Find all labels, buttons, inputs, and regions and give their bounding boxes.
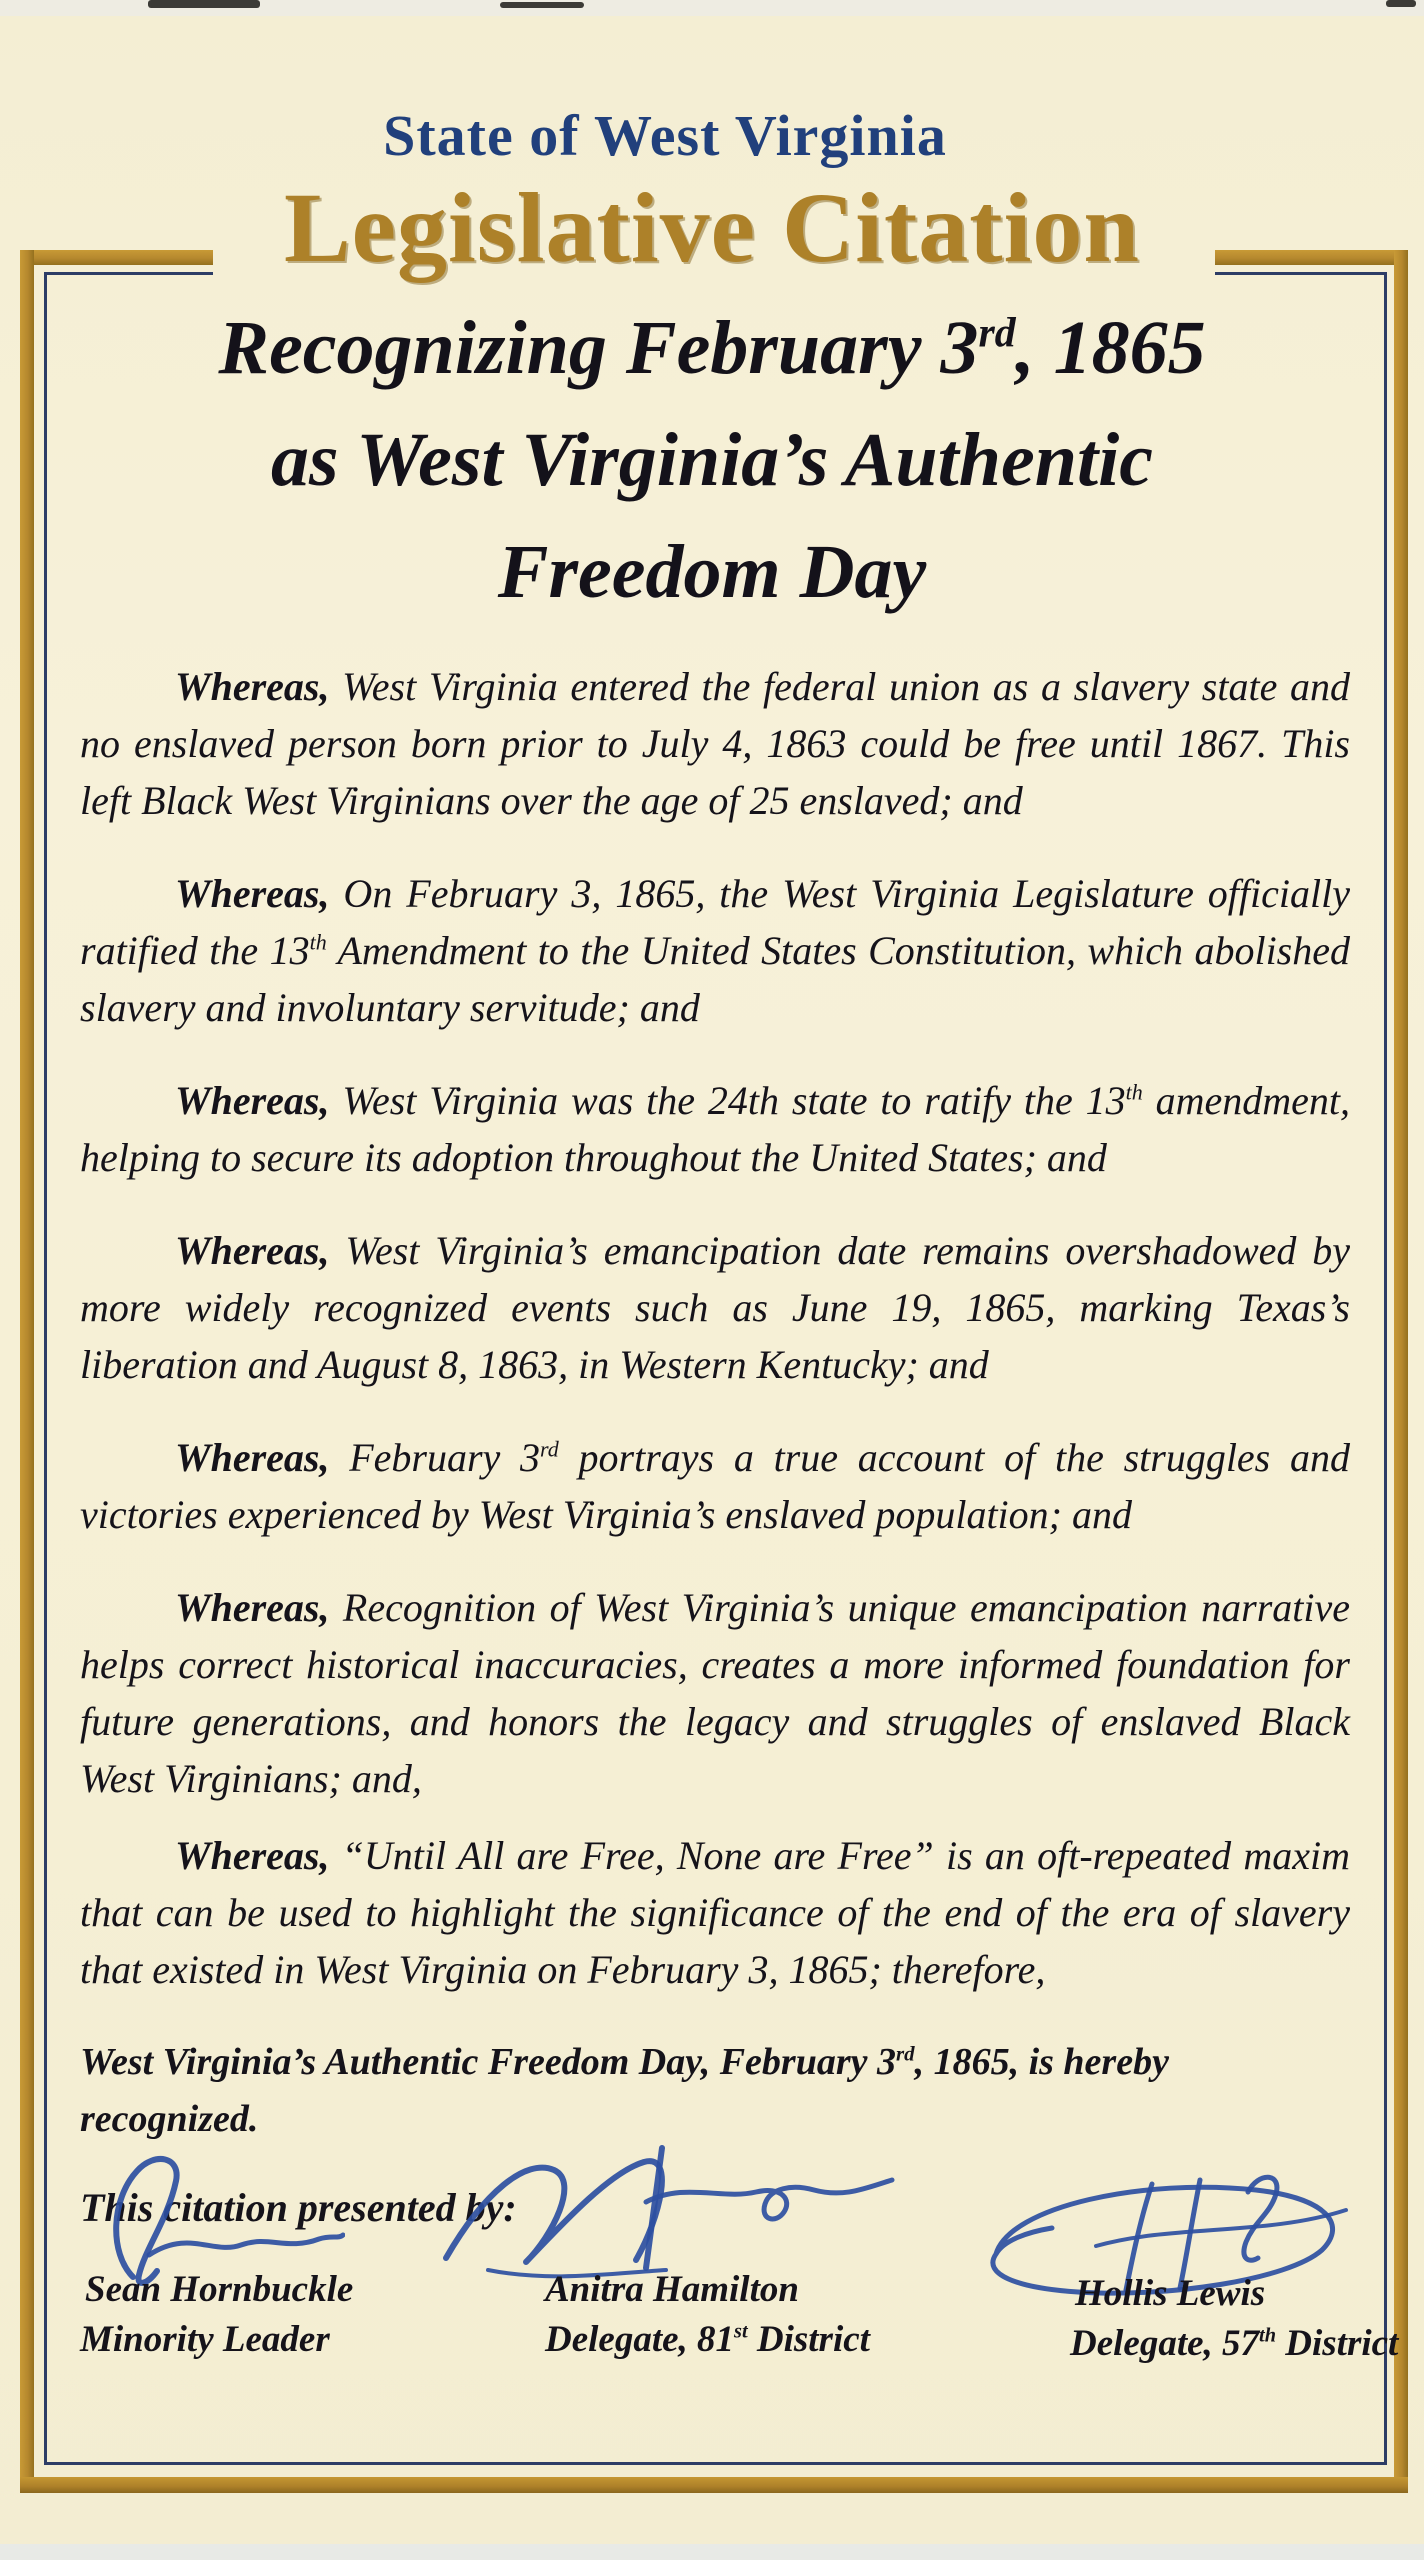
whereas-paragraph	[80, 865, 1350, 1036]
signatory-title: Delegate, 81st District	[545, 2319, 870, 2360]
scan-artifact	[148, 0, 260, 8]
whereas-lead: Whereas,	[175, 1435, 330, 1480]
document-subtitle	[62, 292, 1362, 628]
subtitle-line-3: Freedom Day	[497, 530, 927, 614]
signature-anitra-hamilton-icon	[430, 2140, 900, 2285]
whereas-text: West Virginia was the 24th state to ratify the 13th amendment, helping to secure its adoption throughout the United States; and	[80, 1078, 1350, 1180]
gold-border-left	[20, 250, 34, 2493]
signatory-title: Delegate, 57th District	[1070, 2323, 1399, 2364]
document-title: Legislative Citation	[283, 172, 1141, 283]
subtitle-line-1: Recognizing February 3rd, 1865	[218, 306, 1206, 390]
whereas-text: February 3rd portrays a true account of the struggles and victories experienced by West Virginia’s enslaved population; and	[80, 1435, 1350, 1537]
gold-border-bottom	[20, 2477, 1408, 2493]
gold-border-right	[1394, 250, 1408, 2493]
whereas-clauses	[80, 658, 1350, 1998]
signature-block	[80, 2140, 1399, 2440]
whereas-lead: Whereas,	[175, 1228, 330, 1273]
whereas-lead: Whereas,	[175, 1078, 330, 1123]
signatory-name: Anitra Hamilton	[545, 2269, 799, 2310]
signatory-title: Minority Leader	[80, 2319, 330, 2360]
whereas-lead: Whereas,	[175, 871, 330, 916]
whereas-text: West Virginia entered the federal union as a slavery state and no enslaved person born prior to July 4, 1863 could be free until 1867. This left Black West Virginians over the age of 25 enslaved; and	[80, 664, 1350, 823]
body-column	[80, 658, 1350, 2231]
whereas-paragraph	[80, 1827, 1350, 1998]
whereas-paragraph	[80, 1579, 1350, 1807]
whereas-paragraph	[80, 1072, 1350, 1186]
decree-line: West Virginia’s Authentic Freedom Day, February 3rd, 1865, is hereby recognized.	[80, 2041, 1169, 2140]
navy-inner-line-left	[44, 272, 47, 2465]
whereas-paragraph	[80, 1429, 1350, 1543]
navy-inner-line-right	[1384, 272, 1387, 2465]
scan-edge-bottom	[0, 2544, 1424, 2560]
scan-artifact	[1386, 0, 1416, 7]
state-header: State of West Virginia	[383, 103, 947, 168]
presented-by-label: This citation presented by:	[80, 2185, 517, 2230]
whereas-text: Recognition of West Virginia’s unique emancipation narrative helps correct historical inaccuracies, creates a more informed foundation for future generations, and honors the legacy and struggles of enslaved Black West Virginians; and,	[80, 1585, 1350, 1801]
whereas-text: “Until All are Free, None are Free” is an oft-repeated maxim that can be used to highlight the significance of the end of the era of slavery that existed in West Virginia on February 3, 1865; therefore,	[80, 1833, 1350, 1992]
navy-inner-line-bottom	[44, 2462, 1387, 2465]
whereas-text: On February 3, 1865, the West Virginia Legislature officially ratified the 13th Amendment to the United States Constitution, which abolished slavery and involuntary servitude; and	[80, 871, 1351, 1030]
whereas-lead: Whereas,	[175, 1585, 330, 1630]
whereas-lead: Whereas,	[175, 1833, 330, 1878]
whereas-text: West Virginia’s emancipation date remains overshadowed by more widely recognized events such as June 19, 1865, marking Texas’s liberation and August 8, 1863, in Western Kentucky; and	[80, 1228, 1350, 1387]
signatory-name: Sean Hornbuckle	[85, 2269, 354, 2310]
scan-artifact	[500, 2, 584, 8]
whereas-paragraph	[80, 658, 1350, 829]
signatory-name: Hollis Lewis	[1075, 2273, 1266, 2314]
whereas-lead: Whereas,	[175, 664, 330, 709]
subtitle-line-2: as West Virginia’s Authentic	[271, 418, 1153, 502]
whereas-paragraph	[80, 1222, 1350, 1393]
